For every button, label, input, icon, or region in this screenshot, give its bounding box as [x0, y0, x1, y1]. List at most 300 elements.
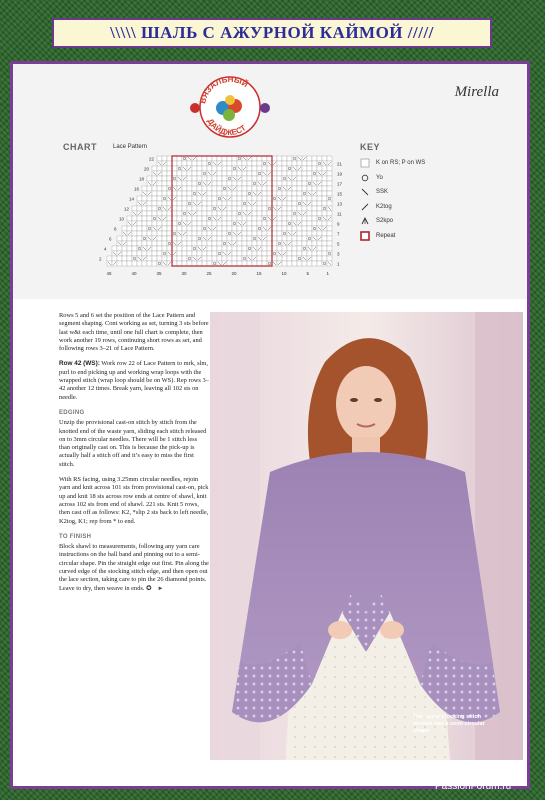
chart-cell — [297, 176, 302, 181]
chart-cell — [262, 246, 267, 251]
chart-cell — [142, 236, 147, 241]
chart-cell — [292, 201, 297, 206]
chart-cell — [212, 186, 217, 191]
chart-cell — [187, 176, 192, 181]
chart-cell — [167, 221, 172, 226]
chart-cell — [262, 221, 267, 226]
chart-cell — [272, 201, 277, 206]
chart-cell — [207, 191, 212, 196]
chart-cell — [247, 236, 252, 241]
chart-cell — [212, 206, 217, 211]
chart-cell — [137, 236, 142, 241]
chart-cell — [272, 171, 277, 176]
chart-cell — [232, 256, 237, 261]
chart-row-label: 1 — [337, 261, 340, 267]
chart-cell — [242, 186, 247, 191]
chart-cell — [142, 241, 147, 246]
chart-cell — [187, 186, 192, 191]
chart-row-label: 14 — [129, 196, 135, 202]
chart-cell — [282, 236, 287, 241]
chart-cell — [277, 156, 282, 161]
pattern-name: Mirella — [454, 84, 499, 100]
chart-cell — [247, 206, 252, 211]
chart-cell — [212, 251, 217, 256]
paragraph-row-42: Row 42 (WS): Work row 22 of Lace Pattern to mrk, slm, purl to end picking up and working wrap loops with the wrapped stitch (wrap loop should be on WS). Rep rows 3–42 another 12 times. Break yarn, leaving all 102 sts on needle. — [59, 360, 209, 401]
chart-cell — [162, 256, 167, 261]
chart-cell — [162, 176, 167, 181]
chart-cell — [292, 251, 297, 256]
chart-cell — [132, 251, 137, 256]
chart-cell — [292, 156, 297, 161]
chart-cell — [177, 216, 182, 221]
chart-cell — [197, 221, 202, 226]
chart-cell — [302, 251, 307, 256]
chart-cell — [162, 201, 167, 206]
chart-cell — [247, 181, 252, 186]
chart-cell — [227, 231, 232, 236]
chart-cell — [257, 221, 262, 226]
chart-cell — [157, 231, 162, 236]
chart-cell — [237, 156, 242, 161]
blank-square-icon — [360, 158, 370, 168]
chart-cell — [297, 261, 302, 266]
chart-cell — [247, 161, 252, 166]
chart-cell — [172, 211, 177, 216]
chart-cell — [197, 216, 202, 221]
chart-cell — [207, 196, 212, 201]
chart-cell — [327, 221, 332, 226]
chart-cell — [322, 201, 327, 206]
chart-cell — [232, 171, 237, 176]
chart-panel — [13, 64, 527, 299]
chart-cell — [327, 186, 332, 191]
chart-row-label: 13 — [337, 201, 343, 207]
chart-cell — [262, 196, 267, 201]
chart-cell — [167, 171, 172, 176]
chart-cell — [167, 201, 172, 206]
chart-cell — [212, 181, 217, 186]
chart-cell — [322, 181, 327, 186]
chart-cell — [162, 166, 167, 171]
chart-cell — [147, 231, 152, 236]
chart-cell — [142, 251, 147, 256]
chart-cell — [312, 156, 317, 161]
chart-cell — [292, 196, 297, 201]
chart-cell — [137, 226, 142, 231]
chart-cell — [262, 176, 267, 181]
chart-cell — [302, 166, 307, 171]
chart-cell — [302, 246, 307, 251]
chart-cell — [127, 236, 132, 241]
chart-cell — [302, 161, 307, 166]
chart-cell — [142, 226, 147, 231]
chart-cell — [302, 261, 307, 266]
chart-cell — [317, 201, 322, 206]
chart-cell — [137, 251, 142, 256]
chart-cell — [222, 221, 227, 226]
chart-cell — [302, 221, 307, 226]
chart-cell — [277, 246, 282, 251]
chart-cell — [217, 256, 222, 261]
chart-column-label: 30 — [181, 271, 187, 276]
chart-cell — [177, 181, 182, 186]
lace-chart — [89, 154, 357, 276]
chart-cell — [252, 216, 257, 221]
chart-cell — [157, 246, 162, 251]
chart-cell — [187, 191, 192, 196]
chart-cell — [317, 166, 322, 171]
chart-cell — [282, 221, 287, 226]
chart-cell — [167, 236, 172, 241]
chart-cell — [122, 246, 127, 251]
chart-cell — [287, 261, 292, 266]
chart-cell — [292, 161, 297, 166]
chart-cell — [202, 196, 207, 201]
model-photo — [210, 312, 523, 760]
chart-cell — [297, 171, 302, 176]
chart-cell — [272, 166, 277, 171]
chart-cell — [197, 206, 202, 211]
chart-cell — [307, 236, 312, 241]
chart-cell — [177, 191, 182, 196]
chart-cell — [297, 246, 302, 251]
chart-cell — [317, 231, 322, 236]
chart-cell — [267, 156, 272, 161]
chart-cell — [282, 216, 287, 221]
chart-cell — [232, 196, 237, 201]
chart-cell — [137, 231, 142, 236]
chart-cell — [277, 256, 282, 261]
chart-column-label: 20 — [231, 271, 237, 276]
chart-column-label: 25 — [206, 271, 212, 276]
chart-cell — [147, 261, 152, 266]
chart-cell — [182, 191, 187, 196]
chart-cell — [217, 246, 222, 251]
chart-cell — [252, 166, 257, 171]
chart-cell — [197, 176, 202, 181]
chart-cell — [302, 236, 307, 241]
chart-cell — [322, 256, 327, 261]
chart-cell — [202, 201, 207, 206]
chart-column-label: 15 — [256, 271, 262, 276]
chart-cell — [307, 226, 312, 231]
chart-cell — [192, 171, 197, 176]
chart-cell — [197, 231, 202, 236]
chart-cell — [187, 171, 192, 176]
chart-cell — [282, 246, 287, 251]
chart-cell — [187, 256, 192, 261]
chart-cell — [252, 211, 257, 216]
chart-cell — [222, 241, 227, 246]
chart-cell — [327, 226, 332, 231]
chart-cell — [297, 251, 302, 256]
chart-cell — [257, 176, 262, 181]
chart-cell — [327, 236, 332, 241]
chart-cell — [152, 206, 157, 211]
chart-cell — [212, 221, 217, 226]
key-item-yo: Yo — [360, 171, 425, 186]
chart-cell — [227, 211, 232, 216]
chart-cell — [152, 196, 157, 201]
chart-cell — [192, 221, 197, 226]
chart-cell — [312, 171, 317, 176]
chart-cell — [272, 226, 277, 231]
chart-cell — [327, 156, 332, 161]
chart-cell — [192, 176, 197, 181]
chart-cell — [142, 216, 147, 221]
chart-row-label: 2 — [99, 256, 102, 262]
chart-cell — [177, 256, 182, 261]
svg-text:ДАЙДЖЕСТ: ДАЙДЖЕСТ — [205, 117, 248, 138]
chart-column-label: 35 — [156, 271, 162, 276]
chart-cell — [212, 231, 217, 236]
chart-cell — [127, 216, 132, 221]
chart-cell — [197, 156, 202, 161]
chart-cell — [322, 236, 327, 241]
chart-cell — [322, 156, 327, 161]
chart-cell — [177, 261, 182, 266]
chart-cell — [207, 246, 212, 251]
chart-cell — [307, 166, 312, 171]
chart-cell — [322, 221, 327, 226]
chart-cell — [242, 191, 247, 196]
chart-cell — [117, 236, 122, 241]
chart-cell — [237, 186, 242, 191]
chart-cell — [182, 156, 187, 161]
chart-cell — [142, 261, 147, 266]
chart-cell — [212, 191, 217, 196]
chart-cell — [222, 181, 227, 186]
chart-cell — [182, 196, 187, 201]
chart-cell — [147, 251, 152, 256]
chart-cell — [312, 196, 317, 201]
chart-cell — [312, 241, 317, 246]
chart-cell — [277, 201, 282, 206]
chart-cell — [232, 226, 237, 231]
chart-cell — [172, 171, 177, 176]
chart-cell — [307, 156, 312, 161]
chart-cell — [292, 191, 297, 196]
chart-cell — [167, 176, 172, 181]
chart-cell — [137, 196, 142, 201]
chart-cell — [187, 196, 192, 201]
chart-cell — [167, 166, 172, 171]
chart-cell — [177, 196, 182, 201]
chart-cell — [267, 241, 272, 246]
chart-row-label: 3 — [337, 251, 340, 257]
chart-cell — [147, 256, 152, 261]
key-heading: KEY — [360, 142, 381, 152]
chart-cell — [142, 196, 147, 201]
chart-cell — [192, 186, 197, 191]
chart-cell — [192, 236, 197, 241]
chart-cell — [302, 181, 307, 186]
chart-column-label: 45 — [106, 271, 112, 276]
chart-cell — [187, 216, 192, 221]
chart-cell — [292, 206, 297, 211]
chart-cell — [257, 201, 262, 206]
photo-caption: The upper stocking stitch section has a semi-circular shape — [413, 714, 485, 734]
chart-cell — [182, 241, 187, 246]
chart-cell — [252, 176, 257, 181]
chart-cell — [142, 221, 147, 226]
chart-cell — [112, 256, 117, 261]
chart-cell — [287, 216, 292, 221]
chart-cell — [307, 216, 312, 221]
chart-cell — [222, 156, 227, 161]
chart-cell — [277, 186, 282, 191]
chart-cell — [217, 171, 222, 176]
chart-cell — [267, 251, 272, 256]
chart-cell — [282, 171, 287, 176]
chart-cell — [262, 241, 267, 246]
chart-cell — [272, 241, 277, 246]
chart-cell — [157, 166, 162, 171]
chart-cell — [272, 256, 277, 261]
chart-cell — [212, 201, 217, 206]
chart-cell — [197, 196, 202, 201]
chart-cell — [272, 156, 277, 161]
chart-cell — [257, 166, 262, 171]
chart-cell — [287, 201, 292, 206]
chart-cell — [267, 176, 272, 181]
chart-cell — [282, 176, 287, 181]
chart-cell — [152, 211, 157, 216]
chart-cell — [157, 206, 162, 211]
chart-cell — [327, 181, 332, 186]
chart-cell — [257, 171, 262, 176]
chart-cell — [242, 181, 247, 186]
chart-cell — [312, 201, 317, 206]
chart-cell — [157, 221, 162, 226]
chart-cell — [187, 226, 192, 231]
chart-cell — [267, 261, 272, 266]
chart-cell — [312, 206, 317, 211]
chart-cell — [117, 246, 122, 251]
chart-cell — [147, 226, 152, 231]
chart-cell — [162, 181, 167, 186]
title-banner — [52, 18, 492, 48]
chart-cell — [187, 236, 192, 241]
chart-cell — [212, 256, 217, 261]
chart-cell — [207, 221, 212, 226]
chart-title: Lace Pattern — [113, 144, 148, 150]
chart-cell — [317, 196, 322, 201]
chart-cell — [162, 221, 167, 226]
chart-cell — [202, 226, 207, 231]
chart-cell — [152, 166, 157, 171]
key-item-s2kpo: S2kpo — [360, 214, 425, 229]
chart-cell — [152, 216, 157, 221]
chart-cell — [222, 216, 227, 221]
chart-cell — [132, 226, 137, 231]
chart-cell — [157, 256, 162, 261]
chart-cell — [167, 241, 172, 246]
chart-cell — [237, 196, 242, 201]
chart-cell — [237, 181, 242, 186]
chart-cell — [277, 181, 282, 186]
chart-cell — [327, 231, 332, 236]
chart-cell — [192, 251, 197, 256]
chart-cell — [277, 191, 282, 196]
chart-cell — [157, 241, 162, 246]
chart-cell — [247, 186, 252, 191]
chart-cell — [247, 191, 252, 196]
chart-cell — [287, 226, 292, 231]
chart-cell — [207, 186, 212, 191]
chart-cell — [227, 246, 232, 251]
chart-cell — [327, 241, 332, 246]
chart-cell — [222, 191, 227, 196]
chart-cell — [257, 206, 262, 211]
chart-cell — [212, 246, 217, 251]
chart-cell — [162, 186, 167, 191]
chart-cell — [222, 161, 227, 166]
chart-cell — [247, 196, 252, 201]
chart-cell — [287, 161, 292, 166]
logo-text: ВЯЗАЛЬНЫЙ — [198, 74, 250, 105]
chart-cell — [262, 211, 267, 216]
chart-cell — [227, 191, 232, 196]
chart-cell — [162, 156, 167, 161]
chart-cell — [307, 241, 312, 246]
yarn-over-icon — [360, 173, 370, 183]
chart-cell — [187, 181, 192, 186]
chart-cell — [267, 256, 272, 261]
chart-cell — [182, 256, 187, 261]
chart-cell — [147, 201, 152, 206]
chart-cell — [262, 156, 267, 161]
paragraph-finish: Block shawl to measurements, following any yarn care instructions on the ball band and pinning out to a semi-circular shape. Pin the straight edge out first. Pin along the curved edge of the stocking stitch edge, and then open out the lace section, taking care to pin the 26 diamond points. Leave to dry, then weave in ends. ✪ ► — [59, 543, 209, 592]
chart-cell — [217, 231, 222, 236]
chart-cell — [237, 206, 242, 211]
chart-cell — [227, 206, 232, 211]
chart-cell — [217, 181, 222, 186]
chart-cell — [202, 216, 207, 221]
chart-cell — [247, 216, 252, 221]
chart-cell — [297, 201, 302, 206]
chart-cell — [172, 226, 177, 231]
chart-cell — [147, 241, 152, 246]
chart-cell — [172, 166, 177, 171]
chart-cell — [297, 161, 302, 166]
site-watermark: PassionForum.ru — [435, 781, 512, 792]
chart-cell — [157, 201, 162, 206]
chart-cell — [327, 166, 332, 171]
chart-cell — [242, 176, 247, 181]
chart-cell — [167, 181, 172, 186]
chart-cell — [302, 216, 307, 221]
chart-cell — [277, 211, 282, 216]
chart-cell — [292, 211, 297, 216]
chart-cell — [272, 231, 277, 236]
chart-row-label: 5 — [337, 241, 340, 247]
chart-cell — [317, 206, 322, 211]
chart-cell — [257, 231, 262, 236]
chart-cell — [317, 246, 322, 251]
chart-cell — [317, 161, 322, 166]
chart-cell — [242, 241, 247, 246]
chart-cell — [322, 241, 327, 246]
chart-row-label: 17 — [337, 181, 343, 187]
chart-cell — [242, 161, 247, 166]
chart-cell — [202, 206, 207, 211]
chart-cell — [287, 156, 292, 161]
chart-cell — [217, 196, 222, 201]
chart-cell — [167, 161, 172, 166]
chart-cell — [287, 166, 292, 171]
chart-cell — [327, 171, 332, 176]
